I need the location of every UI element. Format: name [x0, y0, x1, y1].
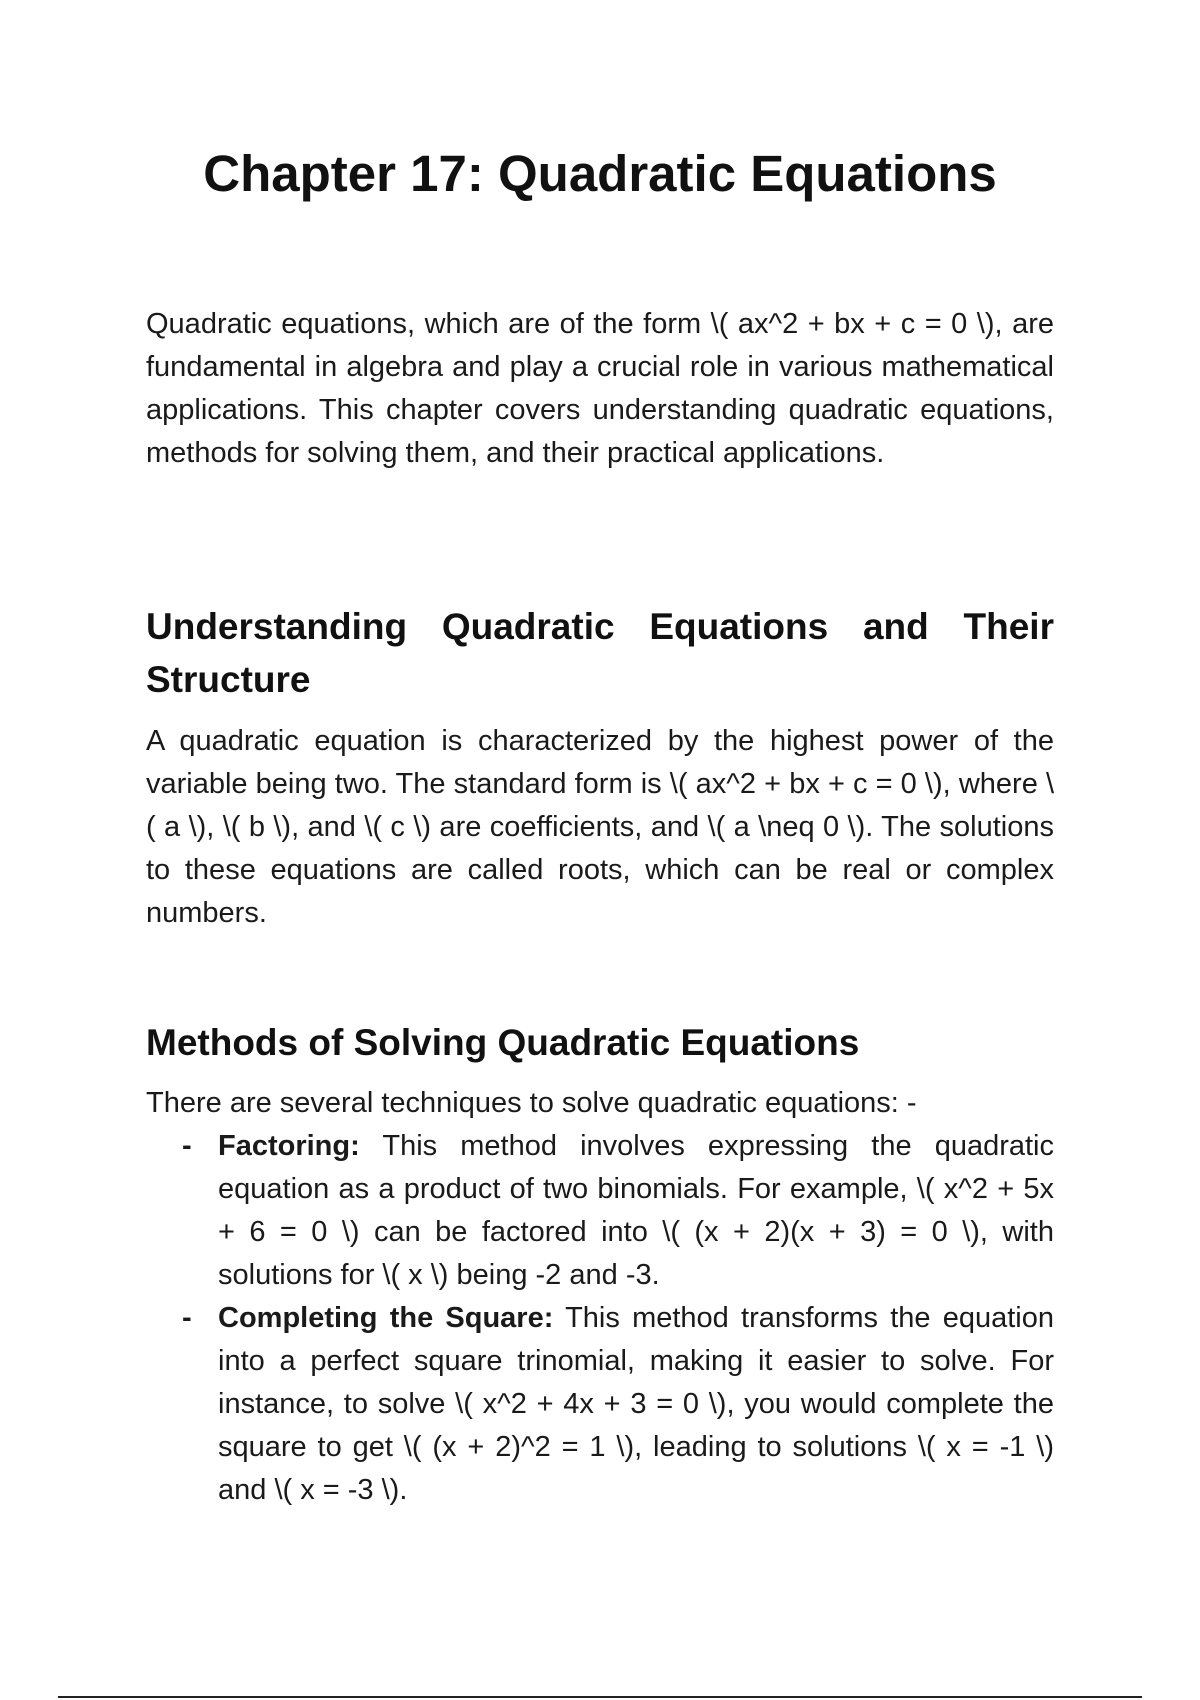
- list-item-factoring: [146, 1125, 1054, 1297]
- list-bullet: -: [182, 1130, 192, 1162]
- footer-divider: [58, 1696, 1142, 1698]
- chapter-intro-paragraph: Quadratic equations, which are of the form \( ax^2 + bx + c = 0 \), are fundamental in algebra and play a crucial role in various mathematical applications. This chapter covers understanding quadratic equations, methods for solving them, and their practical applications.: [146, 308, 1054, 469]
- understanding-paragraph: A quadratic equation is characterized by the highest power of the variable being two. The standard form is \( ax^2 + bx + c = 0 \), where \( a \), \( b \), and \( c \) are coefficients, and \( a \neq 0 \). The solutions to these equations are called roots, which can be real or complex numbers.: [146, 725, 1054, 929]
- methods-list: [146, 1125, 1054, 1512]
- list-item-term: Factoring:: [218, 1130, 360, 1162]
- methods-intro-paragraph: There are several techniques to solve quadratic equations: -: [146, 1087, 917, 1119]
- list-item-completing-square: [146, 1297, 1054, 1512]
- section-heading-understanding: Understanding Quadratic Equations and Their Structure: [146, 606, 1054, 700]
- section-heading-methods: Methods of Solving Quadratic Equations: [146, 1022, 860, 1063]
- list-item-text: This method involves expressing the quadratic equation as a product of two binomials. For example, \( x^2 + 5x + 6 = 0 \) can be factored into \( (x + 2)(x + 3) = 0 \), with solutions for \( x \) being -2 and -3.: [218, 1130, 1054, 1291]
- list-item-term: Completing the Square:: [218, 1302, 554, 1334]
- chapter-title: Chapter 17: Quadratic Equations: [203, 145, 997, 202]
- list-bullet: -: [182, 1302, 192, 1334]
- list-item-text: This method transforms the equation into a perfect square trinomial, making it easier to solve. For instance, to solve \( x^2 + 4x + 3 = 0 \), you would complete the square to get \( (x + 2)^2 = 1 \), leading to solutions \( x = -1 \) and \( x = -3 \).: [218, 1302, 1054, 1506]
